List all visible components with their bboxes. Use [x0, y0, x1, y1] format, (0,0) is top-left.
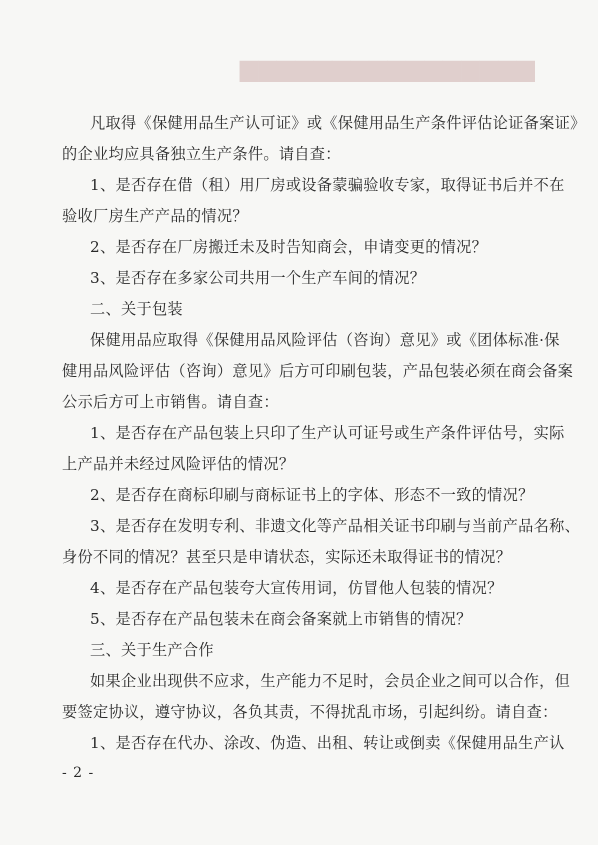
body-line: 公示后方可上市销售。请自查： — [62, 393, 279, 411]
list-item-line: 上产品并未经过风险评估的情况？ — [62, 455, 295, 473]
list-item-line: 3、是否存在多家公司共用一个生产车间的情况？ — [90, 269, 426, 287]
body-line: 的企业均应具备独立生产条件。请自查： — [62, 145, 341, 163]
list-item-line: 1、是否存在产品包装上只印了生产认可证号或生产条件评估号，实际 — [90, 424, 565, 442]
list-item-line: 2、是否存在商标印刷与商标证书上的字体、形态不一致的情况？ — [90, 486, 534, 504]
list-item-line: 5、是否存在产品包装未在商会备案就上市销售的情况？ — [90, 610, 472, 628]
body-line: 健用品风险评估（咨询）意见》后方可印刷包装，产品包装必须在商会备案 — [62, 362, 574, 380]
list-item-line: 身份不同的情况？甚至只是申请状态，实际还未取得证书的情况？ — [62, 548, 512, 566]
page-number: - 2 - — [62, 765, 95, 781]
body-line: 要签定协议，遵守协议，各负其责，不得扰乱市场，引起纠纷。请自查： — [62, 703, 558, 721]
list-item-line: 3、是否存在发明专利、非遗文化等产品相关证书印刷与当前产品名称、 — [90, 517, 581, 535]
list-item-line: 1、是否存在借（租）用厂房或设备蒙骗验收专家，取得证书后并不在 — [90, 176, 565, 194]
section-heading: 三、关于生产合作 — [90, 641, 214, 659]
list-item-line: 1、是否存在代办、涂改、伪造、出租、转让或倒卖《保健用品生产认 — [90, 734, 565, 752]
body-line: 保健用品应取得《保健用品风险评估（咨询）意见》或《团体标准·保 — [90, 331, 560, 349]
body-line: 凡取得《保健用品生产认可证》或《保健用品生产条件评估论证备案证》 — [90, 114, 586, 132]
list-item-line: 4、是否存在产品包装夸大宣传用词，仿冒他人包装的情况？ — [90, 579, 503, 597]
section-heading: 二、关于包装 — [90, 300, 183, 318]
list-item-line: 验收厂房生产产品的情况？ — [62, 207, 248, 225]
body-line: 如果企业出现供不应求，生产能力不足时，会员企业之间可以合作，但 — [90, 672, 571, 690]
list-item-line: 2、是否存在厂房搬迁未及时告知商会，申请变更的情况？ — [90, 238, 488, 256]
bleed-through-watermark: ▆▆▆▆▆▆▆▆▆▆▆▆▆▆▆▆ — [239, 54, 535, 82]
